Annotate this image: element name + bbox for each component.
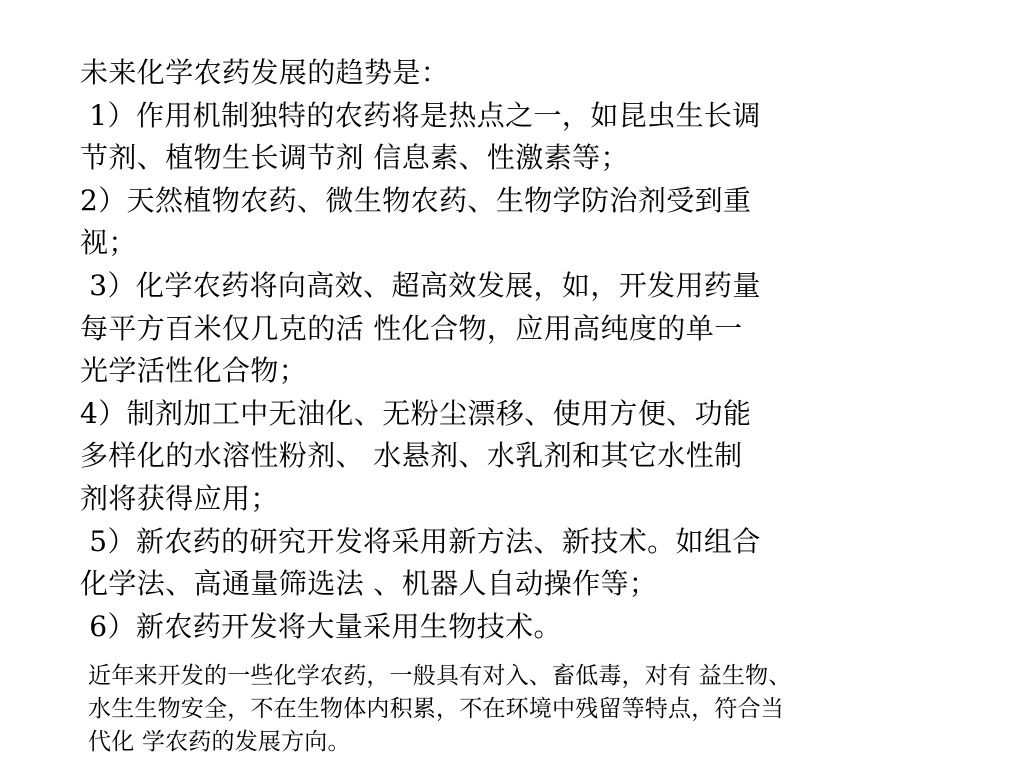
item-2-line-2: 视；	[80, 226, 137, 260]
item-3-line-2: 每平方百米仅几克的活 性化合物，应用高纯度的单一	[80, 311, 743, 345]
item-3-line-1: 3）化学农药将向高效、超高效发展，如，开发用药量	[80, 268, 761, 302]
item-3-line-3: 光学活性化合物；	[80, 354, 308, 388]
item-5-line-2: 化学法、高通量筛选法 、机器人自动操作等；	[80, 567, 658, 601]
item-5-line-1: 5）新农药的研究开发将采用新方法、新技术。如组合	[80, 524, 761, 558]
item-2-line-1: 2）天然植物农药、微生物农药、生物学防治剂受到重	[80, 183, 752, 217]
item-6-line-1: 6）新农药开发将大量采用生物技术。	[80, 609, 562, 643]
note-line-1: 近年来开发的一些化学农药，一般具有对入、畜低毒，对有 益生物、	[88, 663, 792, 689]
item-1-line-1: 1）作用机制独特的农药将是热点之一，如昆虫生长调	[80, 98, 761, 132]
item-4-line-3: 剂将获得应用；	[80, 481, 279, 515]
item-4-line-2: 多样化的水溶性粉剂、 水悬剂、水乳剂和其它水性制	[80, 439, 743, 473]
note-line-2: 水生生物安全，不在生物体内积累，不在环境中残留等特点，符合当	[88, 696, 784, 722]
summary-note	[88, 660, 968, 759]
note-line-3: 代化 学农药的发展方向。	[88, 729, 351, 755]
heading-line: 未来化学农药发展的趋势是：	[80, 56, 450, 89]
item-4-line-1: 4）制剂加工中无油化、无粉尘漂移、使用方便、功能	[80, 396, 752, 430]
main-text-block	[80, 52, 920, 648]
item-1-line-2: 节剂、植物生长调节剂 信息素、性激素等；	[80, 141, 629, 175]
